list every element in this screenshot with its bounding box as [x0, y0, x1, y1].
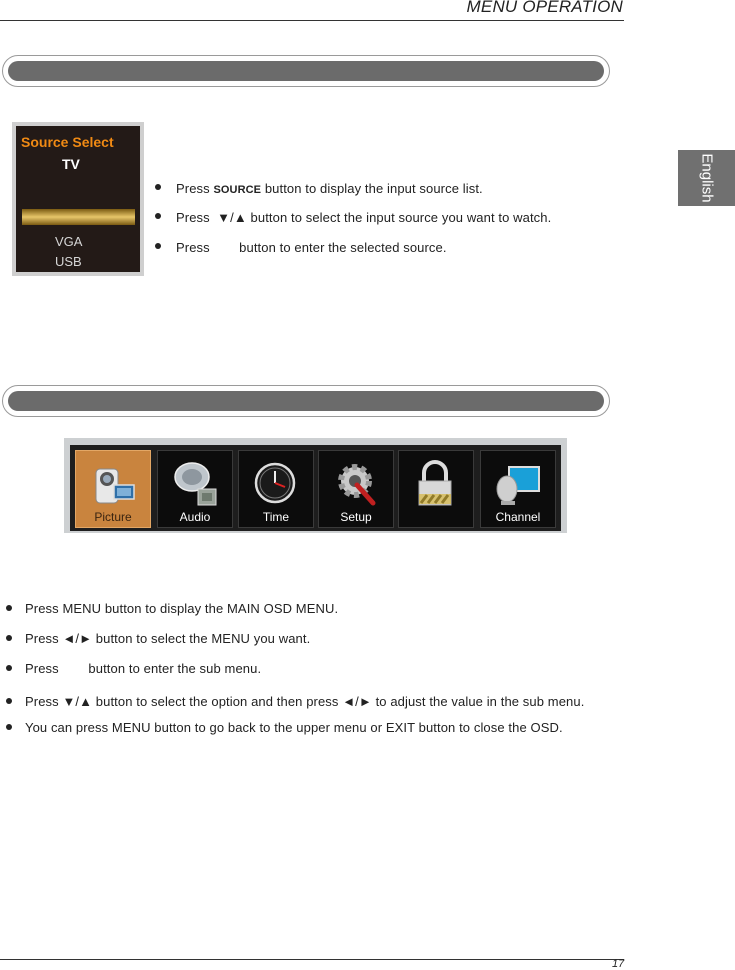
source-highlight-bar: [22, 209, 135, 225]
tile-label-channel: Channel: [495, 510, 541, 524]
bullet-icon: [155, 243, 161, 249]
tile-label-setup: Setup: [340, 510, 372, 524]
tile-label-picture: Picture: [94, 510, 132, 524]
source-select-title: Source Select: [21, 134, 114, 150]
clock-icon: [253, 459, 301, 511]
source-section-bar: [2, 55, 610, 87]
bullet-icon: [6, 605, 12, 611]
source-item-usb: USB: [55, 254, 82, 269]
source-keyword: SOURCE: [213, 184, 262, 196]
gear-wrench-icon: [333, 459, 381, 511]
instruction-suffix: button to enter the selected source.: [239, 240, 447, 255]
menu-tile-channel: [480, 450, 556, 528]
source-instruction-1: [176, 181, 483, 196]
camcorder-icon: [90, 459, 138, 511]
menu-tile-picture: [75, 450, 151, 528]
bullet-icon: [155, 184, 161, 190]
instruction-suffix: button to display the input source list.: [264, 181, 483, 196]
arrow-keys-keyword: ▼/▲: [217, 210, 247, 225]
menu-instruction-2: Press ◄/► button to select the MENU you want.: [25, 631, 311, 646]
menu-tile-lock: [398, 450, 474, 528]
speaker-icon: [172, 459, 220, 511]
bullet-icon: [6, 698, 12, 704]
menu-tile-audio: [157, 450, 233, 528]
bullet-icon: [6, 635, 12, 641]
tile-label-time: Time: [262, 510, 290, 524]
bullet-icon: [155, 213, 161, 219]
menu-section-bar: [2, 385, 610, 417]
menu-tile-time: [238, 450, 314, 528]
lock-icon: [413, 459, 461, 511]
source-item-vga: VGA: [55, 234, 83, 249]
instruction-prefix: Press: [176, 210, 210, 225]
footer-divider: [0, 959, 624, 960]
page-header-title: MENU OPERATION: [466, 0, 623, 16]
satellite-dish-icon: [495, 459, 543, 511]
instruction-prefix: Press: [176, 181, 210, 196]
language-tab: [678, 150, 735, 206]
menu-instruction-5: You can press MENU button to go back to the upper menu or EXIT button to close the OSD.: [25, 720, 563, 735]
source-instruction-3: [176, 240, 447, 255]
source-instruction-2: [176, 210, 551, 225]
instruction-prefix: Press: [176, 240, 210, 255]
menu-instruction-4: Press ▼/▲ button to select the option and then press ◄/► to adjust the value in the sub menu.: [25, 694, 585, 709]
header-divider: [0, 20, 624, 21]
bullet-icon: [6, 724, 12, 730]
instruction-suffix: button to select the input source you want to watch.: [250, 210, 552, 225]
page-number: 17: [612, 958, 625, 970]
bullet-icon: [6, 665, 12, 671]
source-item-tv: TV: [62, 156, 80, 172]
tile-label-audio: Audio: [179, 510, 211, 524]
menu-instruction-1: Press MENU button to display the MAIN OSD MENU.: [25, 601, 339, 616]
menu-instruction-3: Press button to enter the sub menu.: [25, 661, 262, 676]
menu-tile-setup: [318, 450, 394, 528]
language-tab-label: English: [698, 153, 715, 203]
